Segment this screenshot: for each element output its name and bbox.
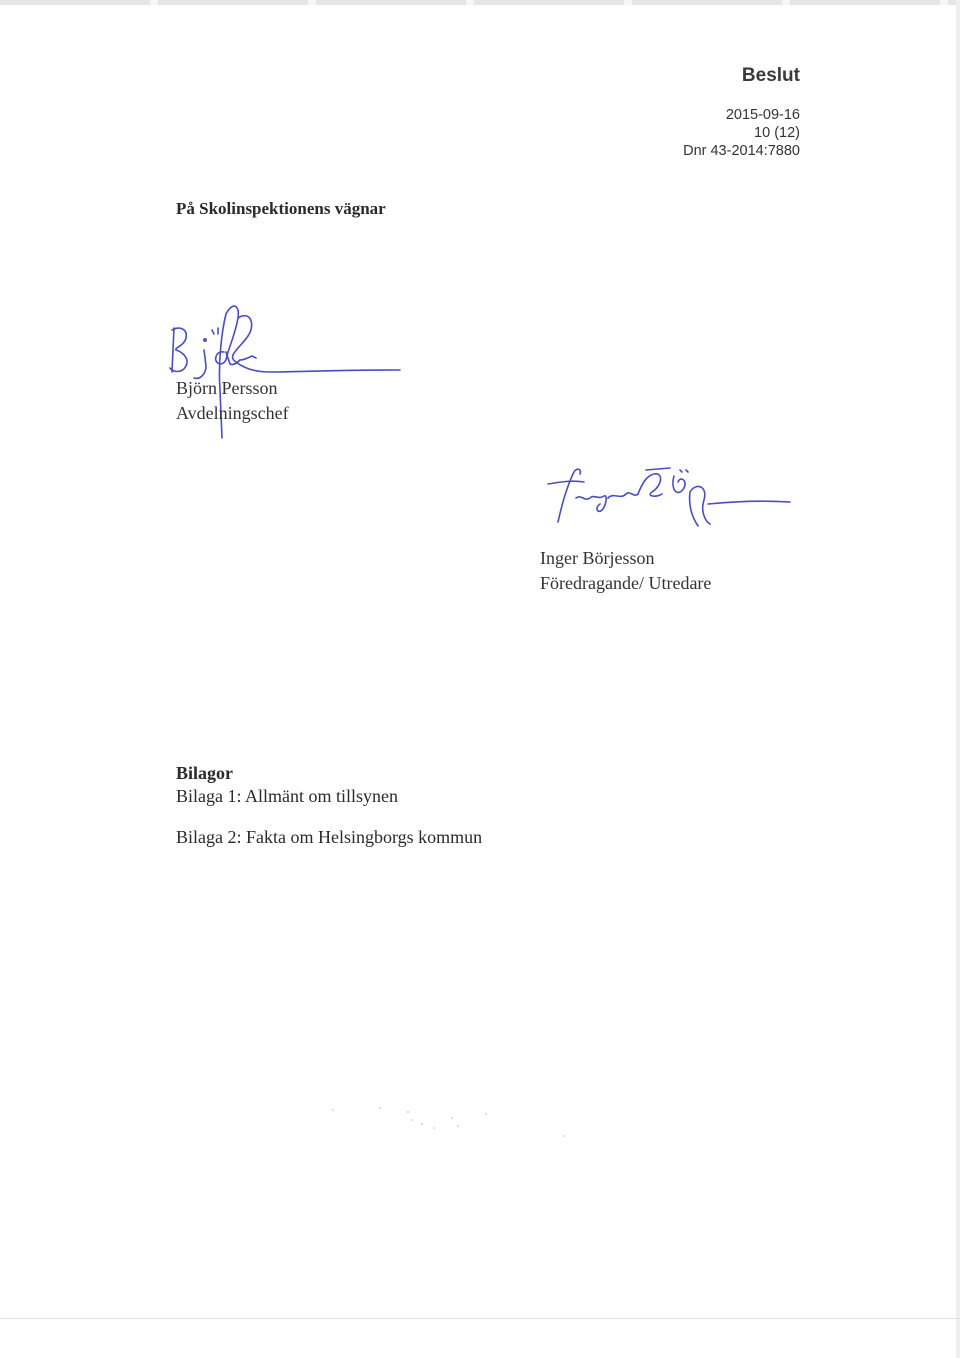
scan-bottom-line — [0, 1318, 960, 1319]
signer-bjorn-persson — [176, 376, 289, 426]
signer-title: Föredragande/ Utredare — [540, 573, 712, 593]
document-meta — [683, 106, 800, 160]
attachment-item: Bilaga 2: Fakta om Helsingborgs kommun — [176, 827, 483, 847]
attachments-section — [176, 762, 482, 849]
registration-number: Dnr 43-2014:7880 — [683, 143, 800, 159]
signer-name: Björn Persson — [176, 378, 278, 398]
document-header — [683, 64, 800, 160]
on-behalf-line: På Skolinspektionens vägnar — [176, 199, 386, 218]
scan-top-edge — [0, 0, 960, 5]
signature-inger-borjesson — [538, 464, 798, 534]
scan-right-edge — [956, 0, 960, 1358]
attachments-heading: Bilagor — [176, 763, 233, 783]
signer-inger-borjesson — [540, 546, 711, 596]
attachment-item: Bilaga 1: Allmänt om tillsynen — [176, 786, 398, 806]
document-type: Beslut — [741, 65, 800, 86]
page-number: 10 (12) — [754, 125, 800, 141]
scan-specks — [300, 1100, 600, 1140]
signer-name: Inger Börjesson — [540, 548, 655, 568]
document-date: 2015-09-16 — [725, 107, 800, 123]
signer-title: Avdelningschef — [176, 403, 289, 423]
